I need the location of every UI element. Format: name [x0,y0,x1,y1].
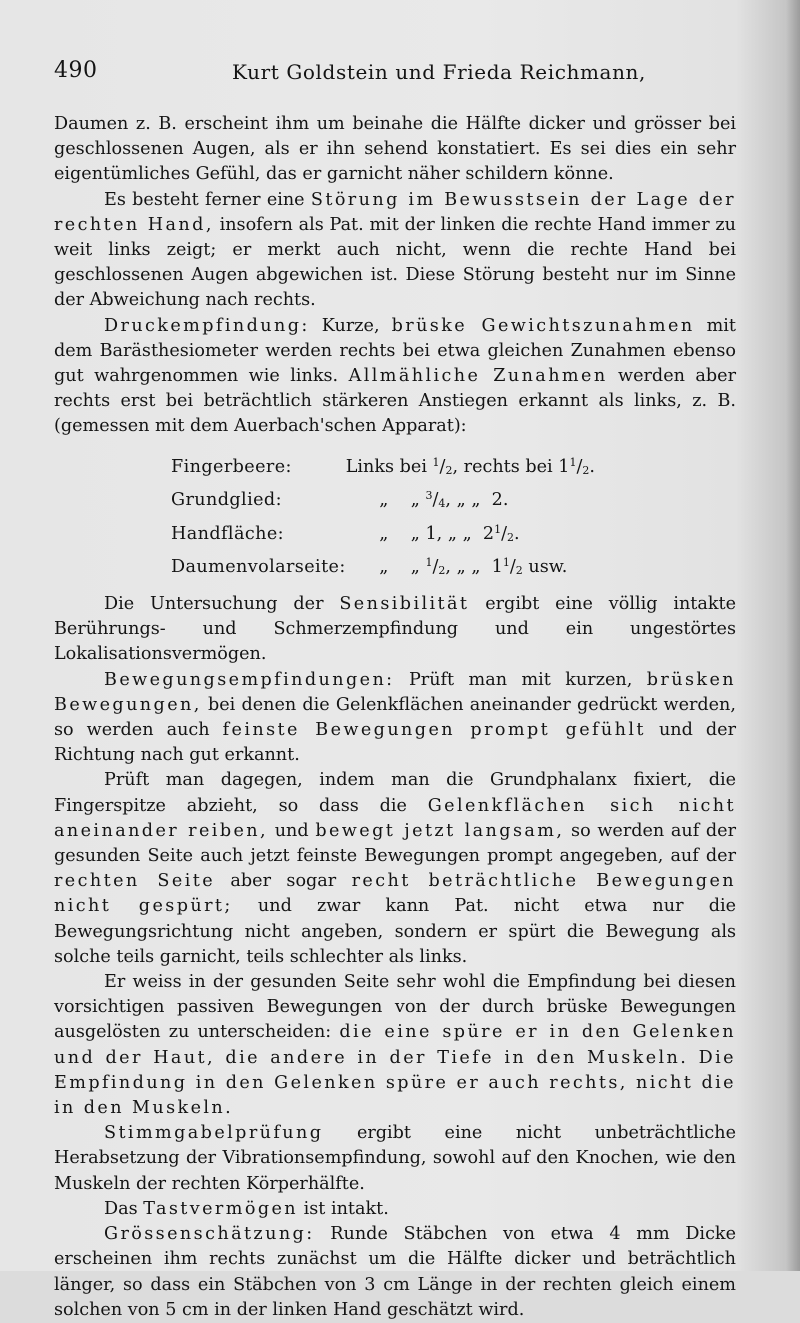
p2-spaced-term: Störung im Bewusstsein der Lage der rechten Hand, [54,189,736,235]
p7-spaced-term: die eine spüre er in den Gelenken und der Haut, die andere in der Tiefe in den Muskeln. Die Empfindung in den Gelenken spüre er auch rechts, nicht die in den Muskeln. [54,1022,737,1119]
p6-spaced-term-2: bewegt jetzt langsam, [315,820,565,841]
row-value: „ „ $^1/_2$, „ „ $1^1/_2$ usw. [379,556,568,578]
p2-text-c: insofern als Pat. mit der linken die rechte Hand immer zu weit links zeigt; er merkt auch nicht, wenn die rechte Hand bei geschlossenen Augen abgewichen ist. Diese Störung besteht nur im Sinne der Abweichung nach rechts. [54,214,736,311]
p8-heading-stimmgabelpruefung: Stimmgabelprüfung [104,1123,324,1144]
table-row [171,450,595,484]
row-value: „ „ 1, „ „ $2^1/_2$. [379,522,520,544]
row-label: Handfläche: [171,523,284,544]
paragraph-8 [54,1121,736,1197]
p3-spaced-term-2: Allmähliche Zunahmen [348,366,608,387]
row-label: Grundglied: [171,490,282,511]
p9-spaced-term: Tastvermögen [143,1198,299,1219]
p8-text-b: ergibt eine nicht unbeträchtliche Herabsetzung der Vibrationsempfindung, sowohl auf den Knochen, wie den Muskeln der rechten Körperhälfte. [54,1123,736,1194]
p3-text-b: Kurze, [309,315,392,336]
paragraph-3 [54,314,736,440]
page-number: 490 [54,58,98,83]
running-head: Kurt Goldstein und Frieda Reichmann, [232,60,646,84]
page-edge-shadow [786,0,800,1271]
paragraph-2 [54,188,736,314]
p6-text-a: Prüft man dagegen, indem man die Grundphalanx fixiert, die Fingerspitze abzieht, so dass die [54,770,736,816]
p2-text-a: Es besteht ferner eine [104,189,311,210]
p5-text-f: und der Richtung nach gut erkannt. [54,720,736,766]
paragraph-9 [54,1197,736,1222]
p5-text-d: bei denen die Gelenkflächen aneinander gedrückt werden, so werden auch [54,694,736,741]
p3-text-f: werden aber rechts erst bei beträchtlich stärkeren Anstiegen erkannt als links, z. B. (gemessen mit dem Auerbach'schen Apparat): [54,366,737,437]
p9-text-a: Das [104,1198,144,1219]
paragraph-6 [54,768,736,970]
table-row [171,550,595,584]
p6-text-e: so werden auf der gesunden Seite auch jetzt feinste Bewegungen prompt angegeben, auf der [54,820,737,867]
p3-spaced-term-1: brüske Gewichtszunahmen [391,315,695,336]
p5-spaced-term-1: brüsken Bewegungen, [54,669,736,715]
p3-text-d: mit dem Barästhesiometer werden rechts bei etwa gleichen Zunahmen ebenso gut wahrgenommen wie links. [54,315,736,387]
p6-spaced-term-3: rechten Seite [54,871,216,892]
p3-heading-druckempfindung: Druckempfindung: [104,315,310,336]
p6-text-g: aber sogar [215,871,352,892]
paragraph-10 [54,1222,736,1323]
paragraph-5 [54,668,736,769]
p4-text-a: Die Untersuchung der [104,594,340,615]
row-value: „ „ $^3/_4$, „ „ 2. [379,489,509,511]
table-row [171,483,595,517]
p6-spaced-term-4: recht beträchtliche Bewegungen nicht gespürt; [54,871,736,917]
page-body [54,112,736,1323]
paragraph-1-text: Daumen z. B. erscheint ihm um beinahe die Hälfte dicker und grösser bei geschlossenen Augen, als er ihn sehend konstatiert. Es sei dies ein sehr eigentümliches Gefühl, das er garnicht näher schildern könne. [54,114,736,185]
p4-spaced-term: Sensibilität [339,594,470,615]
p6-text-c: und [268,820,316,841]
p4-text-c: ergibt eine völlig intakte Berührungs- und Schmerzempfindung und ein ungestörtes Lokalisationsvermögen. [54,594,736,665]
p10-heading-groessenschaetzung: Grössenschätzung: [104,1224,315,1245]
table-row [171,517,595,551]
paragraph-7 [54,970,736,1121]
paragraph-4 [54,592,736,668]
p10-text-b: Runde Stäbchen von etwa 4 mm Dicke erscheinen ihm rechts zunächst um die Hälfte dicker und beträchtlich länger, so dass ein Stäbchen von 3 cm Länge in der rechten gleich einem solchen von 5 cm in der linken Hand geschätzt wird. [54,1224,736,1320]
p9-text-c: ist intakt. [298,1198,389,1219]
p5-spaced-term-2: feinste Bewegungen prompt gefühlt [222,720,646,741]
row-label: Daumenvolarseite: [171,557,346,578]
row-label: Fingerbeere: [171,456,292,477]
p7-text-a: Er weiss in der gesunden Seite sehr wohl die Empfindung bei diesen vorsichtigen passiven Bewegungen von der durch brüske Bewegungen ausgelösten zu unterscheiden: [54,972,736,1043]
p6-text-i: und zwar kann Pat. nicht etwa nur die Bewegungsrichtung nicht angeben, sondern er spürt die Bewegung als solche teils garnicht, teils schlechter als links. [54,896,736,967]
paragraph-1 [54,112,736,188]
page-header [54,58,744,88]
p6-spaced-term-1: Gelenkflächen sich nicht aneinander reiben, [54,795,736,841]
measurement-table [171,450,595,584]
p5-heading-bewegungsempfindungen: Bewegungsempfindungen: [104,669,395,690]
p5-text-b: Prüft man mit kurzen, [394,669,647,690]
row-value: Links bei $^1/_2$, rechts bei $1^1/_2$. [345,455,595,477]
